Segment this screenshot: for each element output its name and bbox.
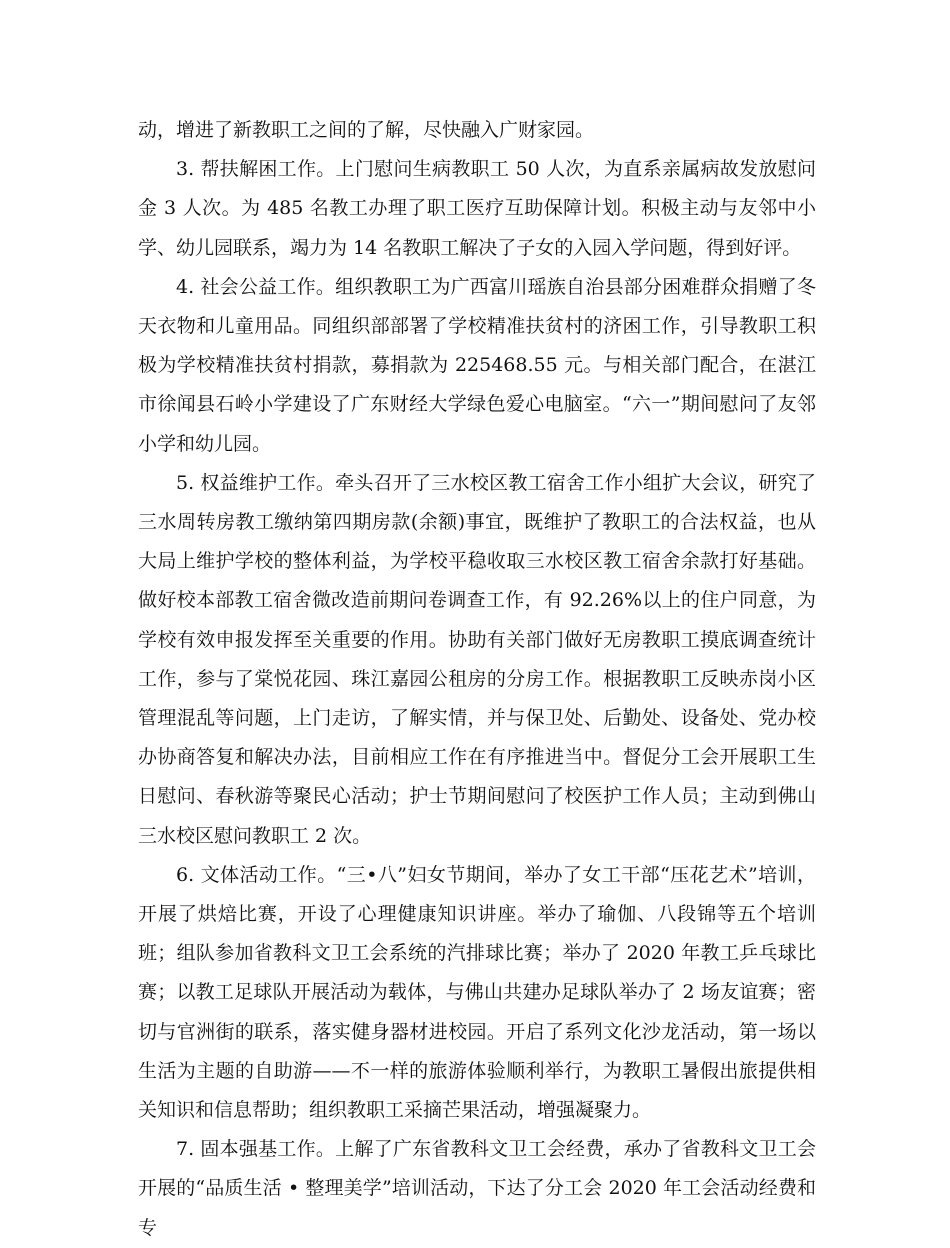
paragraph-public-welfare: 4. 社会公益工作。组织教职工为广西富川瑶族自治县部分困难群众捐赠了冬天衣物和儿童用品。同组织部部署了学校精准扶贫村的济困工作，引导教职工积极为学校精准扶贫村捐款，募捐款为 225468.55 元。与相关部门配合，在湛江市徐闻县石岭小学建设了广东财经大学绿色爱心电脑室。“六一”期间慰问了友邻小学和幼儿园。: [138, 275, 816, 455]
body-text: [138, 111, 816, 1248]
paragraph-culture-sports: 6. 文体活动工作。“三•八”妇女节期间，举办了女工干部“压花艺术”培训，开展了烘焙比赛，开设了心理健康知识讲座。举办了瑜伽、八段锦等五个培训班；组队参加省教科文卫工会系统的汽排球比赛；举办了 2020 年教工乒乓球比赛；以教工足球队开展活动为载体，与佛山共建办足球队举办了 2 场友谊赛；密切与官洲街的联系，落实健身器材进校园。开启了系列文化沙龙活动，第一场以生活为主题的自助游——不一样的旅游体验顺利举行，为教职工暑假出旅提供相关知识和信息帮助；组织教职工采摘芒果活动，增强凝聚力。: [138, 863, 816, 1122]
paragraph-poverty-relief: 3. 帮扶解困工作。上门慰问生病教职工 50 人次，为直系亲属病故发放慰问金 3 人次。为 485 名教工办理了职工医疗互助保障计划。积极主动与友邻中小学、幼儿园联系，竭力为 14 名教职工解决了子女的入园入学问题，得到好评。: [138, 158, 816, 259]
paragraph-continued: 动，增进了新教职工之间的了解，尽快融入广财家园。: [138, 119, 595, 141]
paragraph-rights-protection: 5. 权益维护工作。牵头召开了三水校区教工宿舍工作小组扩大会议，研究了三水周转房教工缴纳第四期房款(余额)事宜，既维护了教职工的合法权益，也从大局上维护学校的整体利益，为学校平稳收取三水校区教工宿舍余款打好基础。做好校本部教工宿舍微改造前期问卷调查工作，有 92.26%以上的住户同意，为学校有效申报发挥至关重要的作用。协助有关部门做好无房教职工摸底调查统计工作，参与了棠悦花园、珠江嘉园公租房的分房工作。根据教职工反映赤岗小区管理混乱等问题，上门走访，了解实情，并与保卫处、后勤处、设备处、党办校办协商答复和解决办法，目前相应工作在有序推进当中。督促分工会开展职工生日慰问、春秋游等聚民心活动；护士节期间慰问了校医护工作人员；主动到佛山三水校区慰问教职工 2 次。: [138, 471, 816, 847]
paragraph-foundation: 7. 固本强基工作。上解了广东省教科文卫工会经费，承办了省教科文卫工会开展的“品质生活 • 整理美学”培训活动，下达了分工会 2020 年工会活动经费和专: [138, 1138, 816, 1239]
